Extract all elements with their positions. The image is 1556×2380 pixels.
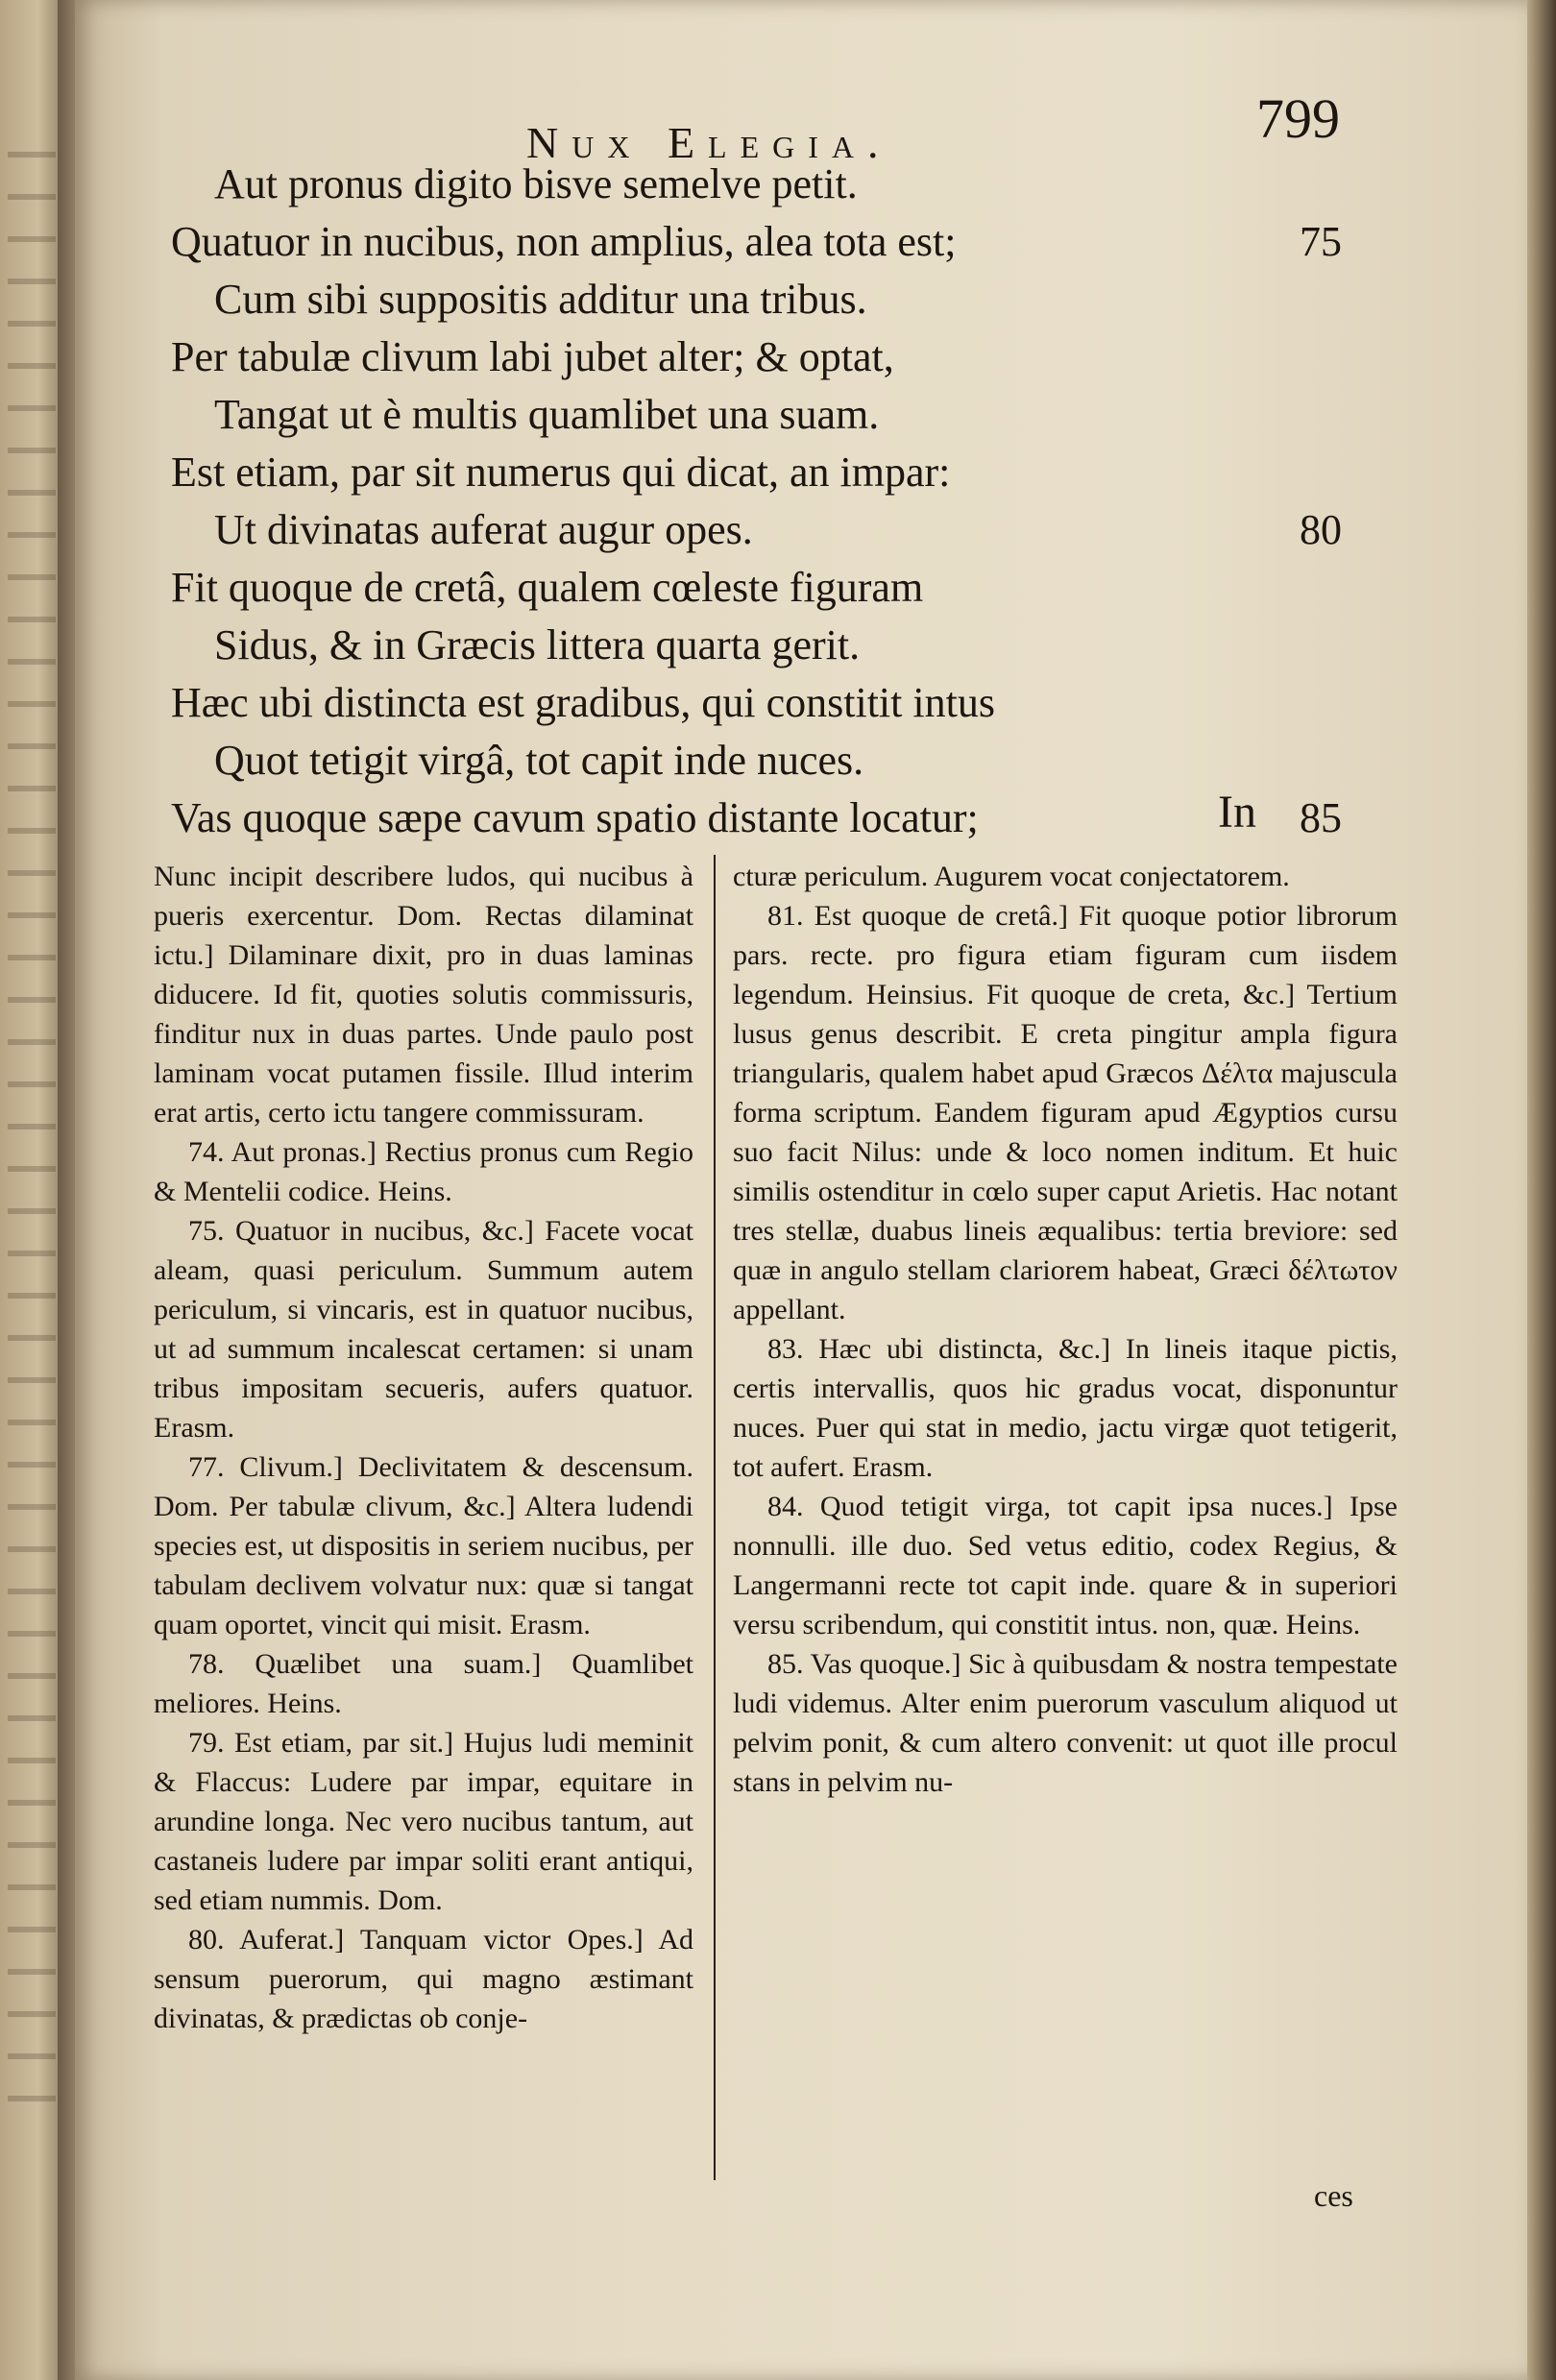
verse-line: [171, 501, 1448, 559]
verse-line: [171, 271, 1448, 328]
verse-text: Quatuor in nucibus, non amplius, alea tota est;: [171, 218, 957, 265]
verse-line: [171, 732, 1448, 789]
verse-line: [171, 213, 1448, 271]
commentary-note: 74. Aut pronas.] Rectius pronus cum Regio & Mentelii codice. Heins.: [154, 1136, 693, 1207]
verse-line: [171, 156, 1448, 213]
commentary-note: 81. Est quoque de cretâ.] Fit quoque potior librorum pars. recte. pro figura etiam figuram cum iisdem legendum. Heinsius. Fit quoque de creta, &c.] Tertium lusus genus describit. E creta pingitur ampla figura triangularis, qualem habet apud Græcos Δέλτα majuscula forma scriptum. Eandem figuram apud Ægyptios cursu suo facit Nilus: unde & loco nomen inditum. Et huic similis ostenditur in cœlo super caput Arietis. Hac notant tres stellæ, duabus lineis æqualibus: tertia breviore: sed quæ in angulo stellam clariorem habeat, Græci δέλτωτον appellant.: [733, 900, 1398, 1325]
verse-line: [171, 789, 1448, 847]
verse-line: [171, 559, 1448, 617]
verse-line: [171, 617, 1448, 674]
commentary-note: 78. Quælibet una suam.] Quamlibet meliores. Heins.: [154, 1648, 693, 1719]
commentary-note: Nunc incipit describere ludos, qui nucibus à pueris exercentur. Dom. Rectas dilaminat ictu.] Dilaminare dixit, pro in duas laminas diducere. Id fit, quoties solutis commissuris, finditur nux in duas partes. Unde paulo post laminam vocat putamen fissile. Illud interim erat artis, certo ictu tangere commissuram.: [154, 861, 693, 1129]
commentary-note: 85. Vas quoque.] Sic à quibusdam & nostra tempestate ludi videmus. Alter enim puerorum vasculum aliquod ut pelvim ponit, & cum altero convenit: ut quot ille procul stans in pelvim nu-: [733, 1648, 1398, 1798]
verse-text: Vas quoque sæpe cavum spatio distante locatur;: [171, 794, 979, 841]
verse-text: Per tabulæ clivum labi jubet alter; & optat,: [171, 333, 894, 380]
verse-number: 80: [1300, 506, 1342, 553]
page-edge-right: [1527, 0, 1556, 2380]
verse-text: Aut pronus digito bisve semelve petit.: [214, 160, 858, 207]
verse-line: [171, 674, 1448, 732]
commentary-note: 84. Quod tetigit virga, tot capit ipsa nuces.] Ipse nonnulli. ille duo. Sed vetus editio, codex Regius, & Langermanni recte tot capit inde. quare & in superiori versu scribendum, qui constitit intus. non, quæ. Heins.: [733, 1491, 1398, 1640]
commentary-note: 83. Hæc ubi distincta, &c.] In lineis itaque pictis, certis intervallis, quos hic gradus vocat, disponuntur nuces. Puer qui stat in medio, jactu virgæ quot tetigerit, tot aufert. Erasm.: [733, 1333, 1398, 1483]
facing-page-text-fragments: [8, 115, 56, 2132]
verse-text: Quot tetigit virgâ, tot capit inde nuces.: [214, 737, 864, 784]
verse-text: Cum sibi suppositis additur una tribus.: [214, 276, 867, 323]
commentary-note: 80. Auferat.] Tanquam victor Opes.] Ad sensum puerorum, qui magno æstimant divinatas, & prædictas ob conje-: [154, 1924, 693, 2034]
commentary-note: 77. Clivum.] Declivitatem & descensum. Dom. Per tabulæ clivum, &c.] Altera ludendi species est, ut dispositis in seriem nucibus, per tabulam declivem volvatur nux: quæ si tangat quam oportet, vincit qui misit. Erasm.: [154, 1451, 693, 1640]
page-number: 799: [1256, 87, 1340, 150]
column-divider: [714, 855, 716, 2180]
commentary-note: cturæ periculum. Augurem vocat conjectatorem.: [733, 861, 1290, 892]
verse-text: Tangat ut è multis quamlibet una suam.: [214, 391, 880, 438]
verse-text: Hæc ubi distincta est gradibus, qui constitit intus: [171, 679, 995, 726]
poem-verses: [171, 156, 1448, 847]
verse-text: Ut divinatas auferat augur opes.: [214, 506, 753, 553]
verse-text: Est etiam, par sit numerus qui dicat, an impar:: [171, 449, 951, 496]
book-page: [75, 0, 1527, 2380]
verse-text: Sidus, & in Græcis littera quarta gerit.: [214, 621, 861, 668]
verse-line: [171, 444, 1448, 501]
commentary-note: 79. Est etiam, par sit.] Hujus ludi meminit & Flaccus: Ludere par impar, equitare in arundine longa. Nec vero nucibus tantum, aut castaneis ludere par impar soliti erant antiqui, sed etiam nummis. Dom.: [154, 1727, 693, 1916]
commentary-right-column: [733, 857, 1398, 1802]
catchword: In: [1218, 787, 1256, 838]
verse-number: 75: [1300, 218, 1342, 265]
verse-number: 85: [1300, 794, 1342, 841]
commentary-left-column: [154, 857, 693, 2038]
running-title: Nux Elegia.: [526, 118, 892, 167]
verse-text: Fit quoque de cretâ, qualem cœleste figuram: [171, 564, 924, 611]
catchword-bottom: ces: [1314, 2178, 1353, 2213]
verse-line: [171, 386, 1448, 444]
commentary-note: 75. Quatuor in nucibus, &c.] Facete vocat aleam, quasi periculum. Summum autem periculum, si vincaris, est in quatuor nucibus, ut ad summum incalescat certamen: si unam tribus impositam secueris, aufers quatuor. Erasm.: [154, 1215, 693, 1444]
verse-line: [171, 328, 1448, 386]
